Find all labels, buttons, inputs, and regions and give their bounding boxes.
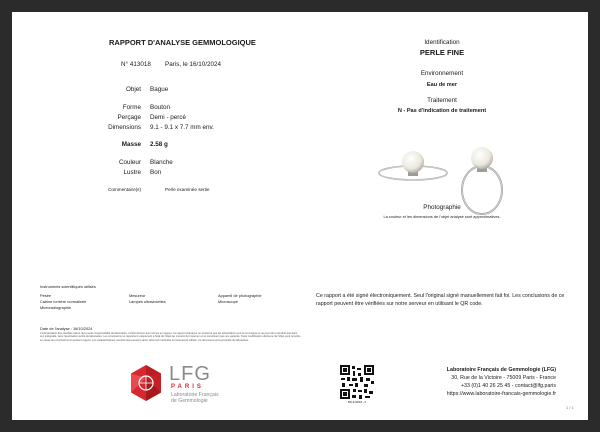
field-label-dimensions: Dimensions	[108, 124, 141, 131]
lab-website[interactable]: https://www.laboratoire-francais-gemmologie.fr	[446, 391, 556, 397]
ring-photo-side	[375, 148, 451, 190]
logo-acronym: LFG	[169, 363, 211, 385]
lab-contact: +33 (0)1 40 26 25 45 - contact@lfg.paris	[460, 383, 556, 389]
instrument-item: Pesée	[40, 293, 52, 298]
field-value-lustre: Bon	[150, 169, 162, 176]
field-label-forme: Forme	[122, 104, 141, 111]
signature-notice: Ce rapport a été signé électroniquement. Seul l'original signé manuellement fait foi. Les conclusions de ce rapport peuvent être vérifiées sur notre serveur en utilisant le QR code.	[316, 293, 565, 307]
analysis-date: Date de l'analyse : 16/10/2024	[40, 326, 93, 331]
identification-value: PERLE FINE	[419, 48, 465, 57]
legal-text: L'interprétation des résultats relève de la seule responsabilité du laboratoire, conformément aux normes en vigueur. Ce rapport d'analyse ne concerne que les échantillons soumis à l'analyse et ne peut être reproduit que dans son intégralité, sans l'autorisation écrite du laboratoire. Les conclusions se rapportent uniquement à l'état de l'objet au moment de l'examen et ne constituent pas une garantie. Toute modification ultérieure de l'objet peut remettre en cause les conclusions du présent rapport. Les caractéristiques mentionnées peuvent varier selon les méthodes et instruments utilisés. Ce document est la propriété du laboratoire.	[40, 332, 301, 342]
logo-city: PARIS	[171, 384, 204, 390]
page-number: 1 / 1	[566, 405, 574, 410]
field-value-dimensions: 9.1 - 9.1 x 7.7 mm env.	[150, 124, 214, 131]
report-page	[12, 12, 588, 420]
instrument-item: Cabine lumière normalisée	[40, 299, 87, 304]
instrument-item: Microradiographie	[40, 305, 72, 310]
field-value-commentaire: Perle examinée sertie	[165, 187, 210, 192]
instrument-item: Appareil de photographie	[218, 293, 262, 298]
treatment-value: N - Pas d'indication de traitement	[397, 108, 487, 114]
field-value-masse: 2.58 g	[150, 141, 168, 148]
qr-caption: BN-410018 - 2	[347, 400, 367, 404]
report-place-date: Paris, le 16/10/2024	[165, 61, 222, 68]
instrument-item: Microscope	[218, 299, 238, 304]
photo-caption: La couleur et les dimensions de l'objet analysé sont approximatives.	[383, 214, 501, 219]
identification-heading: Identification	[424, 39, 460, 46]
field-label-couleur: Couleur	[118, 159, 141, 166]
field-value-objet: Bague	[150, 86, 169, 93]
field-label-commentaire: Commentaire(s)	[108, 187, 141, 192]
photo-heading: Photographie	[423, 204, 461, 211]
environment-heading: Environnement	[420, 70, 464, 77]
field-label-masse: Masse	[121, 141, 141, 148]
lab-name: Laboratoire Français de Gemmologie (LFG)	[446, 367, 556, 373]
field-label-percage: Perçage	[117, 114, 141, 121]
treatment-heading: Traitement	[427, 97, 457, 104]
gem-hexagon-icon	[129, 364, 163, 402]
field-value-percage: Demi - percé	[150, 114, 187, 121]
logo-line1: Laboratoire Français	[171, 392, 219, 398]
report-number: N° 413018	[121, 61, 151, 68]
field-label-lustre: Lustre	[123, 169, 141, 176]
logo-line2: de Gemmologie	[171, 398, 208, 404]
instruments-heading: Instruments scientifiques utilisés	[40, 284, 96, 289]
field-value-couleur: Blanche	[150, 159, 173, 166]
environment-value: Eau de mer	[426, 82, 458, 88]
qr-code[interactable]	[340, 365, 374, 399]
lfg-logo	[129, 364, 239, 408]
instrument-item: Mesureur	[129, 293, 146, 298]
report-title: RAPPORT D'ANALYSE GEMMOLOGIQUE	[109, 38, 256, 47]
field-label-objet: Objet	[125, 86, 141, 93]
lab-address: 30, Rue de la Victoire - 75009 Paris - France	[451, 375, 556, 381]
instrument-item: Lampes ultraviolettes	[129, 299, 166, 304]
field-value-forme: Bouton	[150, 104, 170, 111]
